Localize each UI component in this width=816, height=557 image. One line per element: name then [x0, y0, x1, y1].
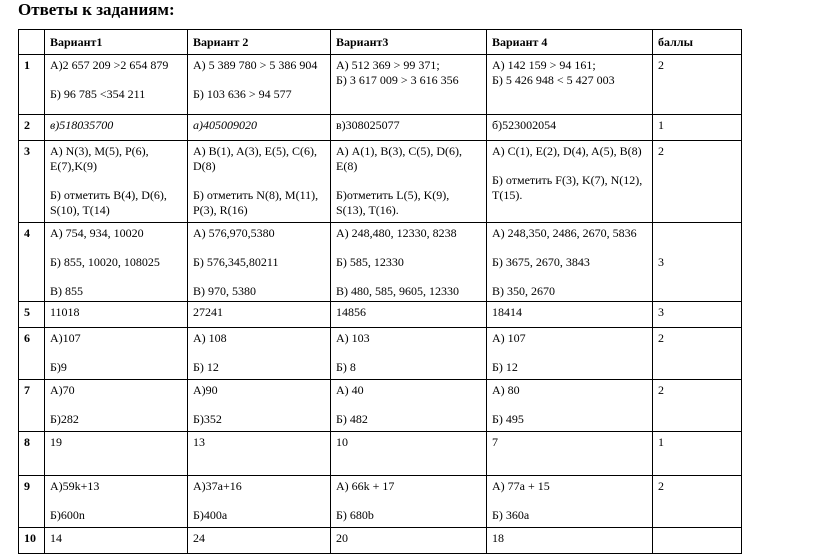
answer-cell-v3 — [331, 328, 487, 380]
task-number: 4 — [19, 223, 45, 302]
answer-cell-v1 — [45, 328, 188, 380]
answer-line: А)59k+13 — [50, 479, 100, 493]
answer-cell-v3 — [331, 380, 487, 432]
answer-line: А) C(1), E(2), D(4), A(5), B(8) — [492, 144, 642, 158]
answer-cell-v2: 13 — [188, 432, 331, 476]
header-variant-2: Вариант 2 — [188, 30, 331, 55]
answer-line: В) 480, 585, 9605, 12330 — [336, 284, 459, 298]
points-cell: 2 — [653, 141, 742, 223]
answer-line: E(7),K(9) — [50, 159, 97, 173]
answer-line: Б) 482 — [336, 412, 368, 426]
answer-cell-v3: 10 — [331, 432, 487, 476]
task-number: 3 — [19, 141, 45, 223]
answer-cell-v2: а)405009020 — [188, 115, 331, 141]
answer-line: А) 108 — [193, 331, 227, 345]
answer-cell-v4 — [487, 328, 653, 380]
table-row — [19, 476, 742, 528]
task-number: 8 — [19, 432, 45, 476]
answer-line: Б) 12 — [492, 360, 518, 374]
answer-line: В) 350, 2670 — [492, 284, 555, 298]
answer-cell-v2 — [188, 380, 331, 432]
answer-cell-v1: 14 — [45, 528, 188, 554]
answer-line: А) 512 369 > 99 371; — [336, 58, 440, 72]
points-cell: 1 — [653, 432, 742, 476]
answer-cell-v3 — [331, 476, 487, 528]
answer-line: Б) 12 — [193, 360, 219, 374]
answer-cell-v3 — [331, 55, 487, 115]
answer-line: Б) отметить F(3), K(7), N(12), — [492, 173, 643, 187]
answer-cell-v3: 14856 — [331, 302, 487, 328]
answer-line: А) 40 — [336, 383, 364, 397]
answer-cell-v3: 20 — [331, 528, 487, 554]
answer-line: А) 103 — [336, 331, 370, 345]
header-num — [19, 30, 45, 55]
answer-line: А) 107 — [492, 331, 526, 345]
answer-line: А)70 — [50, 383, 75, 397]
answer-cell-v2 — [188, 328, 331, 380]
answer-cell-v3: в)308025077 — [331, 115, 487, 141]
answers-table — [18, 29, 742, 554]
answer-cell-v2 — [188, 141, 331, 223]
answer-line: Б)отметить L(5), K(9), — [336, 188, 450, 202]
points-cell: 3 — [653, 302, 742, 328]
answer-line: А) 77a + 15 — [492, 479, 550, 493]
answer-line: Б) 495 — [492, 412, 524, 426]
header-variant-1: Вариант1 — [45, 30, 188, 55]
points-cell: 2 — [653, 380, 742, 432]
answer-line: А) 66k + 17 — [336, 479, 395, 493]
answer-cell-v1 — [45, 141, 188, 223]
answer-line: А)2 657 209 >2 654 879 — [50, 58, 169, 72]
answer-line: S(13), T(16). — [336, 203, 399, 217]
answer-line: Б) 103 636 > 94 577 — [193, 87, 292, 101]
table-row — [19, 55, 742, 115]
points-cell: 2 — [653, 55, 742, 115]
points-cell: 2 — [653, 476, 742, 528]
answer-line: P(3), R(16) — [193, 203, 248, 217]
table-row — [19, 302, 742, 328]
header-row — [19, 30, 742, 55]
table-row — [19, 528, 742, 554]
points-cell: 2 — [653, 328, 742, 380]
answer-line: T(15). — [492, 188, 523, 202]
table-row — [19, 141, 742, 223]
page-title: Ответы к заданиям: — [18, 0, 175, 19]
answer-line: А) B(1), A(3), E(5), C(6), — [193, 144, 317, 158]
task-number: 5 — [19, 302, 45, 328]
answer-cell-v4: 18 — [487, 528, 653, 554]
task-number: 1 — [19, 55, 45, 115]
answer-cell-v2: 24 — [188, 528, 331, 554]
answer-cell-v4: 7 — [487, 432, 653, 476]
table-row — [19, 223, 742, 302]
answer-cell-v1 — [45, 55, 188, 115]
answer-cell-v1 — [45, 380, 188, 432]
task-number: 9 — [19, 476, 45, 528]
answer-line: А) 5 389 780 > 5 386 904 — [193, 58, 318, 72]
answer-line: А)107 — [50, 331, 81, 345]
answer-cell-v1: 11018 — [45, 302, 188, 328]
points-cell — [653, 528, 742, 554]
answer-line: Б) 3 617 009 > 3 616 356 — [336, 73, 459, 87]
answer-line: Б) 585, 12330 — [336, 255, 404, 269]
answer-line: Б)9 — [50, 360, 67, 374]
answer-cell-v2 — [188, 223, 331, 302]
answer-cell-v1 — [45, 223, 188, 302]
answer-line: А) 576,970,5380 — [193, 226, 275, 240]
header-points: баллы — [653, 30, 742, 55]
task-number: 7 — [19, 380, 45, 432]
answer-cell-v4 — [487, 476, 653, 528]
answer-line: Б) 360a — [492, 508, 530, 522]
answer-cell-v4: 18414 — [487, 302, 653, 328]
answer-line: Б)352 — [193, 412, 222, 426]
answer-cell-v4: б)523002054 — [487, 115, 653, 141]
answer-line: А)37a+16 — [193, 479, 242, 493]
answer-line: Б) 3675, 2670, 3843 — [492, 255, 590, 269]
answer-line: Б) отметить B(4), D(6), — [50, 188, 167, 202]
answer-line: Б) 8 — [336, 360, 356, 374]
answer-line: А) 754, 934, 10020 — [50, 226, 144, 240]
answer-line: А)90 — [193, 383, 218, 397]
answer-line: В) 855 — [50, 284, 83, 298]
task-number: 10 — [19, 528, 45, 554]
answer-cell-v3 — [331, 141, 487, 223]
answer-line: Б)600n — [50, 508, 85, 522]
answer-line: Б) 855, 10020, 108025 — [50, 255, 160, 269]
answer-line: Б) отметить N(8), M(11), — [193, 188, 319, 202]
answer-cell-v2: 27241 — [188, 302, 331, 328]
points-cell: 3 — [653, 223, 742, 302]
header-variant-4: Вариант 4 — [487, 30, 653, 55]
answer-line: Б) 680b — [336, 508, 374, 522]
task-number: 2 — [19, 115, 45, 141]
answer-line: А) N(3), M(5), P(6), — [50, 144, 149, 158]
points-cell: 1 — [653, 115, 742, 141]
answer-cell-v4 — [487, 55, 653, 115]
answer-line: Б) 96 785 <354 211 — [50, 87, 146, 101]
table-row — [19, 380, 742, 432]
answer-cell-v4 — [487, 380, 653, 432]
answer-line: А) 248,480, 12330, 8238 — [336, 226, 457, 240]
answer-line: D(8) — [193, 159, 216, 173]
table-row — [19, 328, 742, 380]
answer-line: А) A(1), B(3), C(5), D(6), — [336, 144, 462, 158]
answer-line: Б) 5 426 948 < 5 427 003 — [492, 73, 615, 87]
table-row — [19, 115, 742, 141]
answer-cell-v4 — [487, 223, 653, 302]
answer-line: А) 80 — [492, 383, 520, 397]
answer-line: В) 970, 5380 — [193, 284, 256, 298]
answer-line: Б) 576,345,80211 — [193, 255, 279, 269]
answer-line: А) 142 159 > 94 161; — [492, 58, 596, 72]
answer-line: Б)400a — [193, 508, 228, 522]
answer-cell-v4 — [487, 141, 653, 223]
table-row — [19, 432, 742, 476]
answer-cell-v2 — [188, 476, 331, 528]
answer-line: S(10), T(14) — [50, 203, 110, 217]
answer-line: Б)282 — [50, 412, 79, 426]
answer-cell-v1 — [45, 476, 188, 528]
answer-line: E(8) — [336, 159, 358, 173]
answer-line: А) 248,350, 2486, 2670, 5836 — [492, 226, 637, 240]
answer-cell-v3 — [331, 223, 487, 302]
header-variant-3: Вариант3 — [331, 30, 487, 55]
answer-cell-v1: 19 — [45, 432, 188, 476]
answer-cell-v2 — [188, 55, 331, 115]
answer-cell-v1: в)518035700 — [45, 115, 188, 141]
task-number: 6 — [19, 328, 45, 380]
